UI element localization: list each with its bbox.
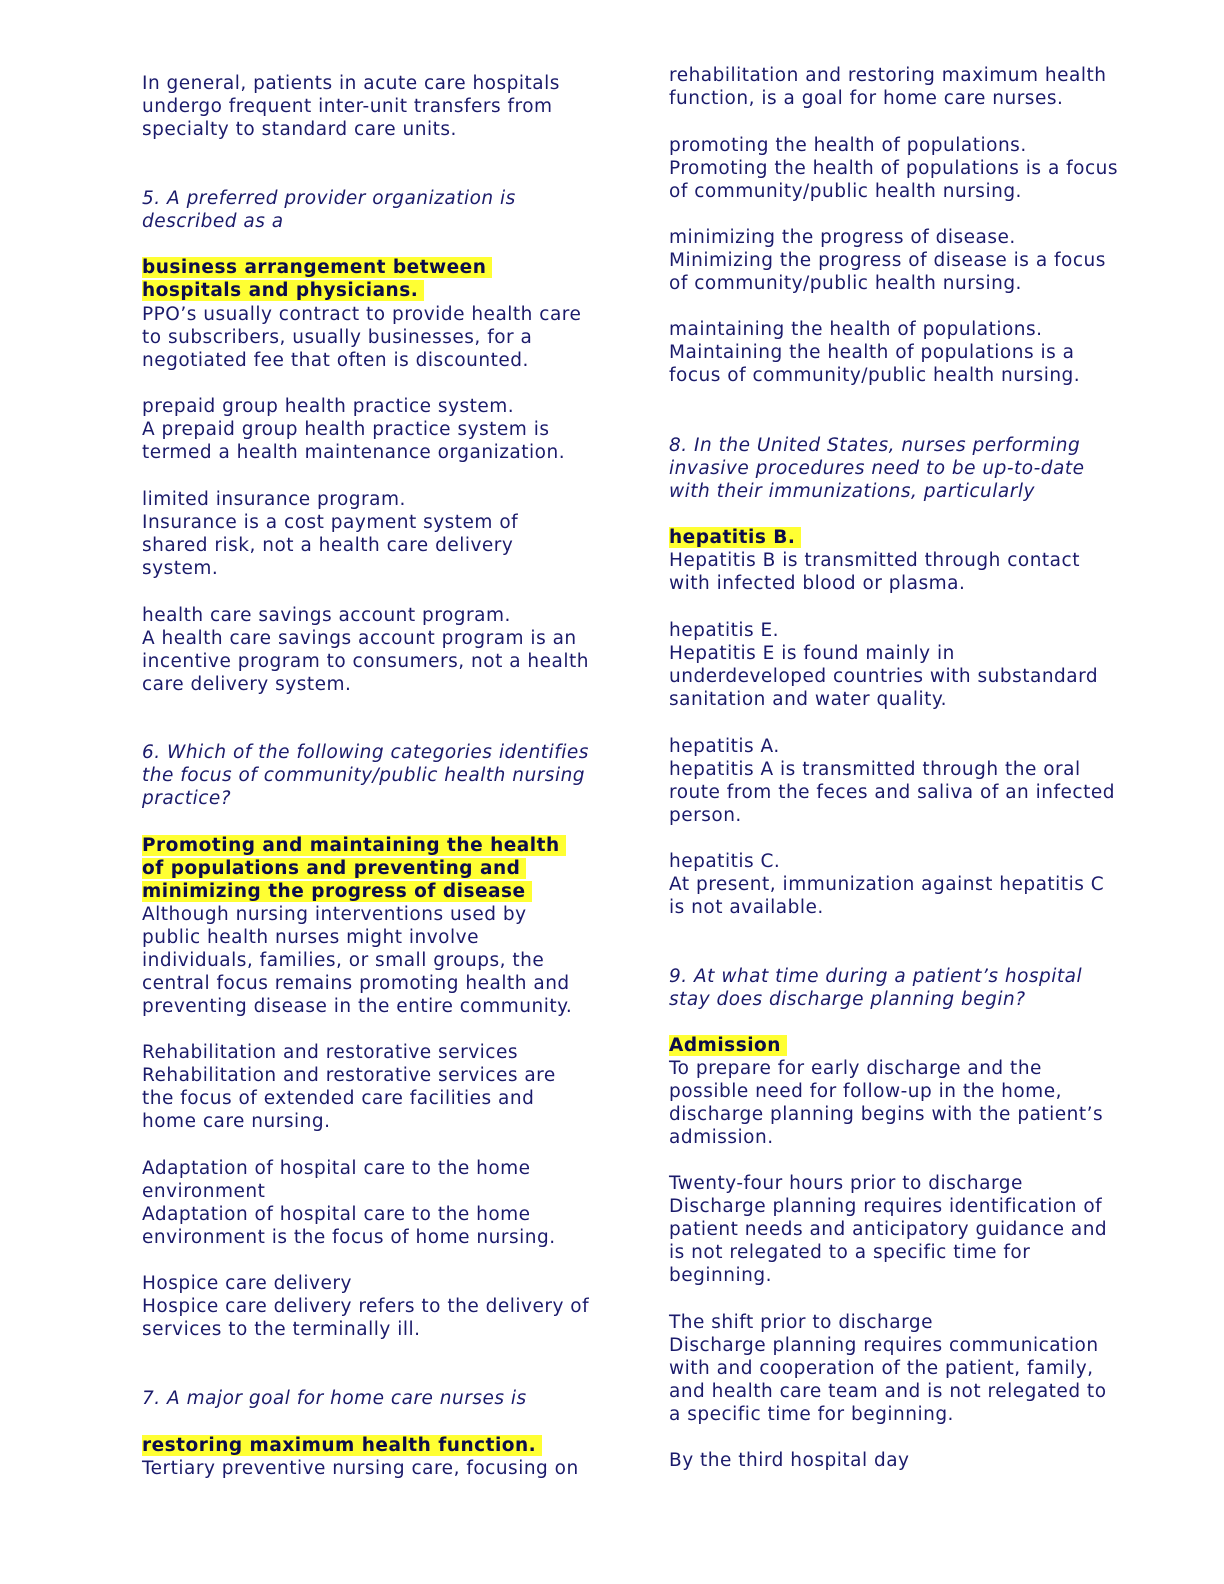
rationale-line: Minimizing the progress of disease is a focus bbox=[669, 250, 1106, 271]
rationale-line: hepatitis A. bbox=[669, 736, 780, 757]
question-line: described as a bbox=[142, 211, 284, 232]
rationale-line: with and cooperation of the patient, family, bbox=[669, 1358, 1094, 1379]
answer-line bbox=[142, 256, 492, 279]
rationale-line: with infected blood or plasma. bbox=[669, 573, 966, 594]
rationale-line: route from the feces and saliva of an infected bbox=[669, 782, 1115, 803]
rationale-line: Adaptation of hospital care to the home bbox=[142, 1204, 531, 1225]
rationale-line: A prepaid group health practice system is bbox=[142, 419, 550, 440]
rationale-line: Rehabilitation and restorative services are bbox=[142, 1065, 556, 1086]
rationale-line: promoting the health of populations. bbox=[669, 135, 1027, 156]
rationale-line: maintaining the health of populations. bbox=[669, 319, 1043, 340]
highlighted-answer: Admission bbox=[669, 1035, 787, 1056]
rationale-line: Twenty-four hours prior to discharge bbox=[669, 1173, 1023, 1194]
rationale-line: environment is the focus of home nursing. bbox=[142, 1227, 556, 1248]
rationale-line: Hepatitis B is transmitted through contact bbox=[669, 550, 1080, 571]
rationale-line: function, is a goal for home care nurses. bbox=[669, 88, 1064, 109]
highlighted-answer: Promoting and maintaining the health bbox=[142, 835, 566, 856]
rationale-line: A health care savings account program is an bbox=[142, 628, 577, 649]
rationale-line: focus of community/public health nursing. bbox=[669, 365, 1081, 386]
question-line: with their immunizations, particularly bbox=[669, 481, 1035, 502]
rationale-line: termed a health maintenance organization. bbox=[142, 442, 566, 463]
rationale-line: possible need for follow-up in the home, bbox=[669, 1081, 1062, 1102]
rationale-line: prepaid group health practice system. bbox=[142, 396, 515, 417]
rationale-line: undergo frequent inter-unit transfers from bbox=[142, 96, 553, 117]
question-line: 8. In the United States, nurses performing bbox=[669, 435, 1081, 456]
highlighted-answer: of populations and preventing and bbox=[142, 858, 526, 879]
rationale-line: Discharge planning requires communication bbox=[669, 1335, 1099, 1356]
highlighted-answer: restoring maximum health function. bbox=[142, 1435, 542, 1456]
rationale-line: Promoting the health of populations is a focus bbox=[669, 158, 1119, 179]
rationale-line: Tertiary preventive nursing care, focusing on bbox=[142, 1458, 579, 1479]
rationale-line: services to the terminally ill. bbox=[142, 1319, 421, 1340]
answer-line bbox=[142, 1434, 542, 1457]
rationale-line: is not available. bbox=[669, 897, 824, 918]
rationale-line: negotiated fee that often is discounted. bbox=[142, 350, 529, 371]
rationale-line: of community/public health nursing. bbox=[669, 181, 1022, 202]
rationale-line: incentive program to consumers, not a health bbox=[142, 651, 589, 672]
rationale-line: limited insurance program. bbox=[142, 489, 406, 510]
rationale-line: Insurance is a cost payment system of bbox=[142, 512, 519, 533]
rationale-line: central focus remains promoting health and bbox=[142, 973, 570, 994]
rationale-line: minimizing the progress of disease. bbox=[669, 227, 1016, 248]
question-line: 7. A major goal for home care nurses is bbox=[142, 1388, 527, 1409]
highlighted-answer: hospitals and physicians. bbox=[142, 280, 424, 301]
rationale-line: system. bbox=[142, 558, 219, 579]
question-line: practice? bbox=[142, 788, 232, 809]
rationale-line: specialty to standard care units. bbox=[142, 119, 457, 140]
question-line: 6. Which of the following categories identifies bbox=[142, 742, 589, 763]
question-line: 9. At what time during a patient’s hospital bbox=[669, 966, 1083, 987]
rationale-line: The shift prior to discharge bbox=[669, 1312, 934, 1333]
rationale-line: At present, immunization against hepatitis C bbox=[669, 874, 1105, 895]
rationale-line: underdeveloped countries with substandard bbox=[669, 666, 1099, 687]
rationale-line: a specific time for beginning. bbox=[669, 1404, 954, 1425]
answer-line bbox=[142, 834, 566, 857]
answer-line bbox=[669, 1034, 787, 1057]
rationale-line: to subscribers, usually businesses, for a bbox=[142, 327, 533, 348]
rationale-line: public health nurses might involve bbox=[142, 927, 479, 948]
rationale-line: patient needs and anticipatory guidance and bbox=[669, 1219, 1108, 1240]
rationale-line: Discharge planning requires identification of bbox=[669, 1196, 1103, 1217]
rationale-line: beginning. bbox=[669, 1265, 772, 1286]
rationale-line: preventing disease in the entire community. bbox=[142, 996, 573, 1017]
rationale-line: In general, patients in acute care hospitals bbox=[142, 73, 560, 94]
rationale-line: hepatitis A is transmitted through the oral bbox=[669, 759, 1081, 780]
rationale-line: health care savings account program. bbox=[142, 605, 511, 626]
rationale-line: is not relegated to a specific time for bbox=[669, 1242, 1031, 1263]
rationale-line: and health care team and is not relegated to bbox=[669, 1381, 1107, 1402]
question-line: stay does discharge planning begin? bbox=[669, 989, 1026, 1010]
rationale-line: care delivery system. bbox=[142, 674, 352, 695]
rationale-line: individuals, families, or small groups, the bbox=[142, 950, 545, 971]
rationale-line: Hepatitis E is found mainly in bbox=[669, 643, 955, 664]
rationale-line: environment bbox=[142, 1181, 266, 1202]
answer-line bbox=[142, 880, 532, 903]
rationale-line: Rehabilitation and restorative services bbox=[142, 1042, 518, 1063]
answer-line bbox=[142, 857, 526, 880]
rationale-line: discharge planning begins with the patient’s bbox=[669, 1104, 1104, 1125]
answer-line bbox=[669, 526, 801, 549]
rationale-line: By the third hospital day bbox=[669, 1450, 910, 1471]
rationale-line: rehabilitation and restoring maximum health bbox=[669, 65, 1107, 86]
rationale-line: sanitation and water quality. bbox=[669, 689, 948, 710]
highlighted-answer: hepatitis B. bbox=[669, 527, 801, 548]
rationale-line: Hospice care delivery bbox=[142, 1273, 352, 1294]
question-line: 5. A preferred provider organization is bbox=[142, 188, 516, 209]
rationale-line: Adaptation of hospital care to the home bbox=[142, 1158, 531, 1179]
rationale-line: Maintaining the health of populations is a bbox=[669, 342, 1075, 363]
answer-line bbox=[142, 279, 424, 302]
rationale-line: Hospice care delivery refers to the delivery of bbox=[142, 1296, 590, 1317]
rationale-line: PPO’s usually contract to provide health care bbox=[142, 304, 582, 325]
question-line: invasive procedures need to be up-to-date bbox=[669, 458, 1085, 479]
rationale-line: home care nursing. bbox=[142, 1111, 331, 1132]
question-line: the focus of community/public health nursing bbox=[142, 765, 586, 786]
rationale-line: shared risk, not a health care delivery bbox=[142, 535, 514, 556]
rationale-line: admission. bbox=[669, 1127, 774, 1148]
rationale-line: person. bbox=[669, 805, 742, 826]
highlighted-answer: business arrangement between bbox=[142, 257, 492, 278]
rationale-line: the focus of extended care facilities and bbox=[142, 1088, 535, 1109]
rationale-line: of community/public health nursing. bbox=[669, 273, 1022, 294]
rationale-line: hepatitis E. bbox=[669, 620, 780, 641]
highlighted-answer: minimizing the progress of disease bbox=[142, 881, 532, 902]
rationale-line: To prepare for early discharge and the bbox=[669, 1058, 1042, 1079]
rationale-line: hepatitis C. bbox=[669, 851, 781, 872]
rationale-line: Although nursing interventions used by bbox=[142, 904, 527, 925]
